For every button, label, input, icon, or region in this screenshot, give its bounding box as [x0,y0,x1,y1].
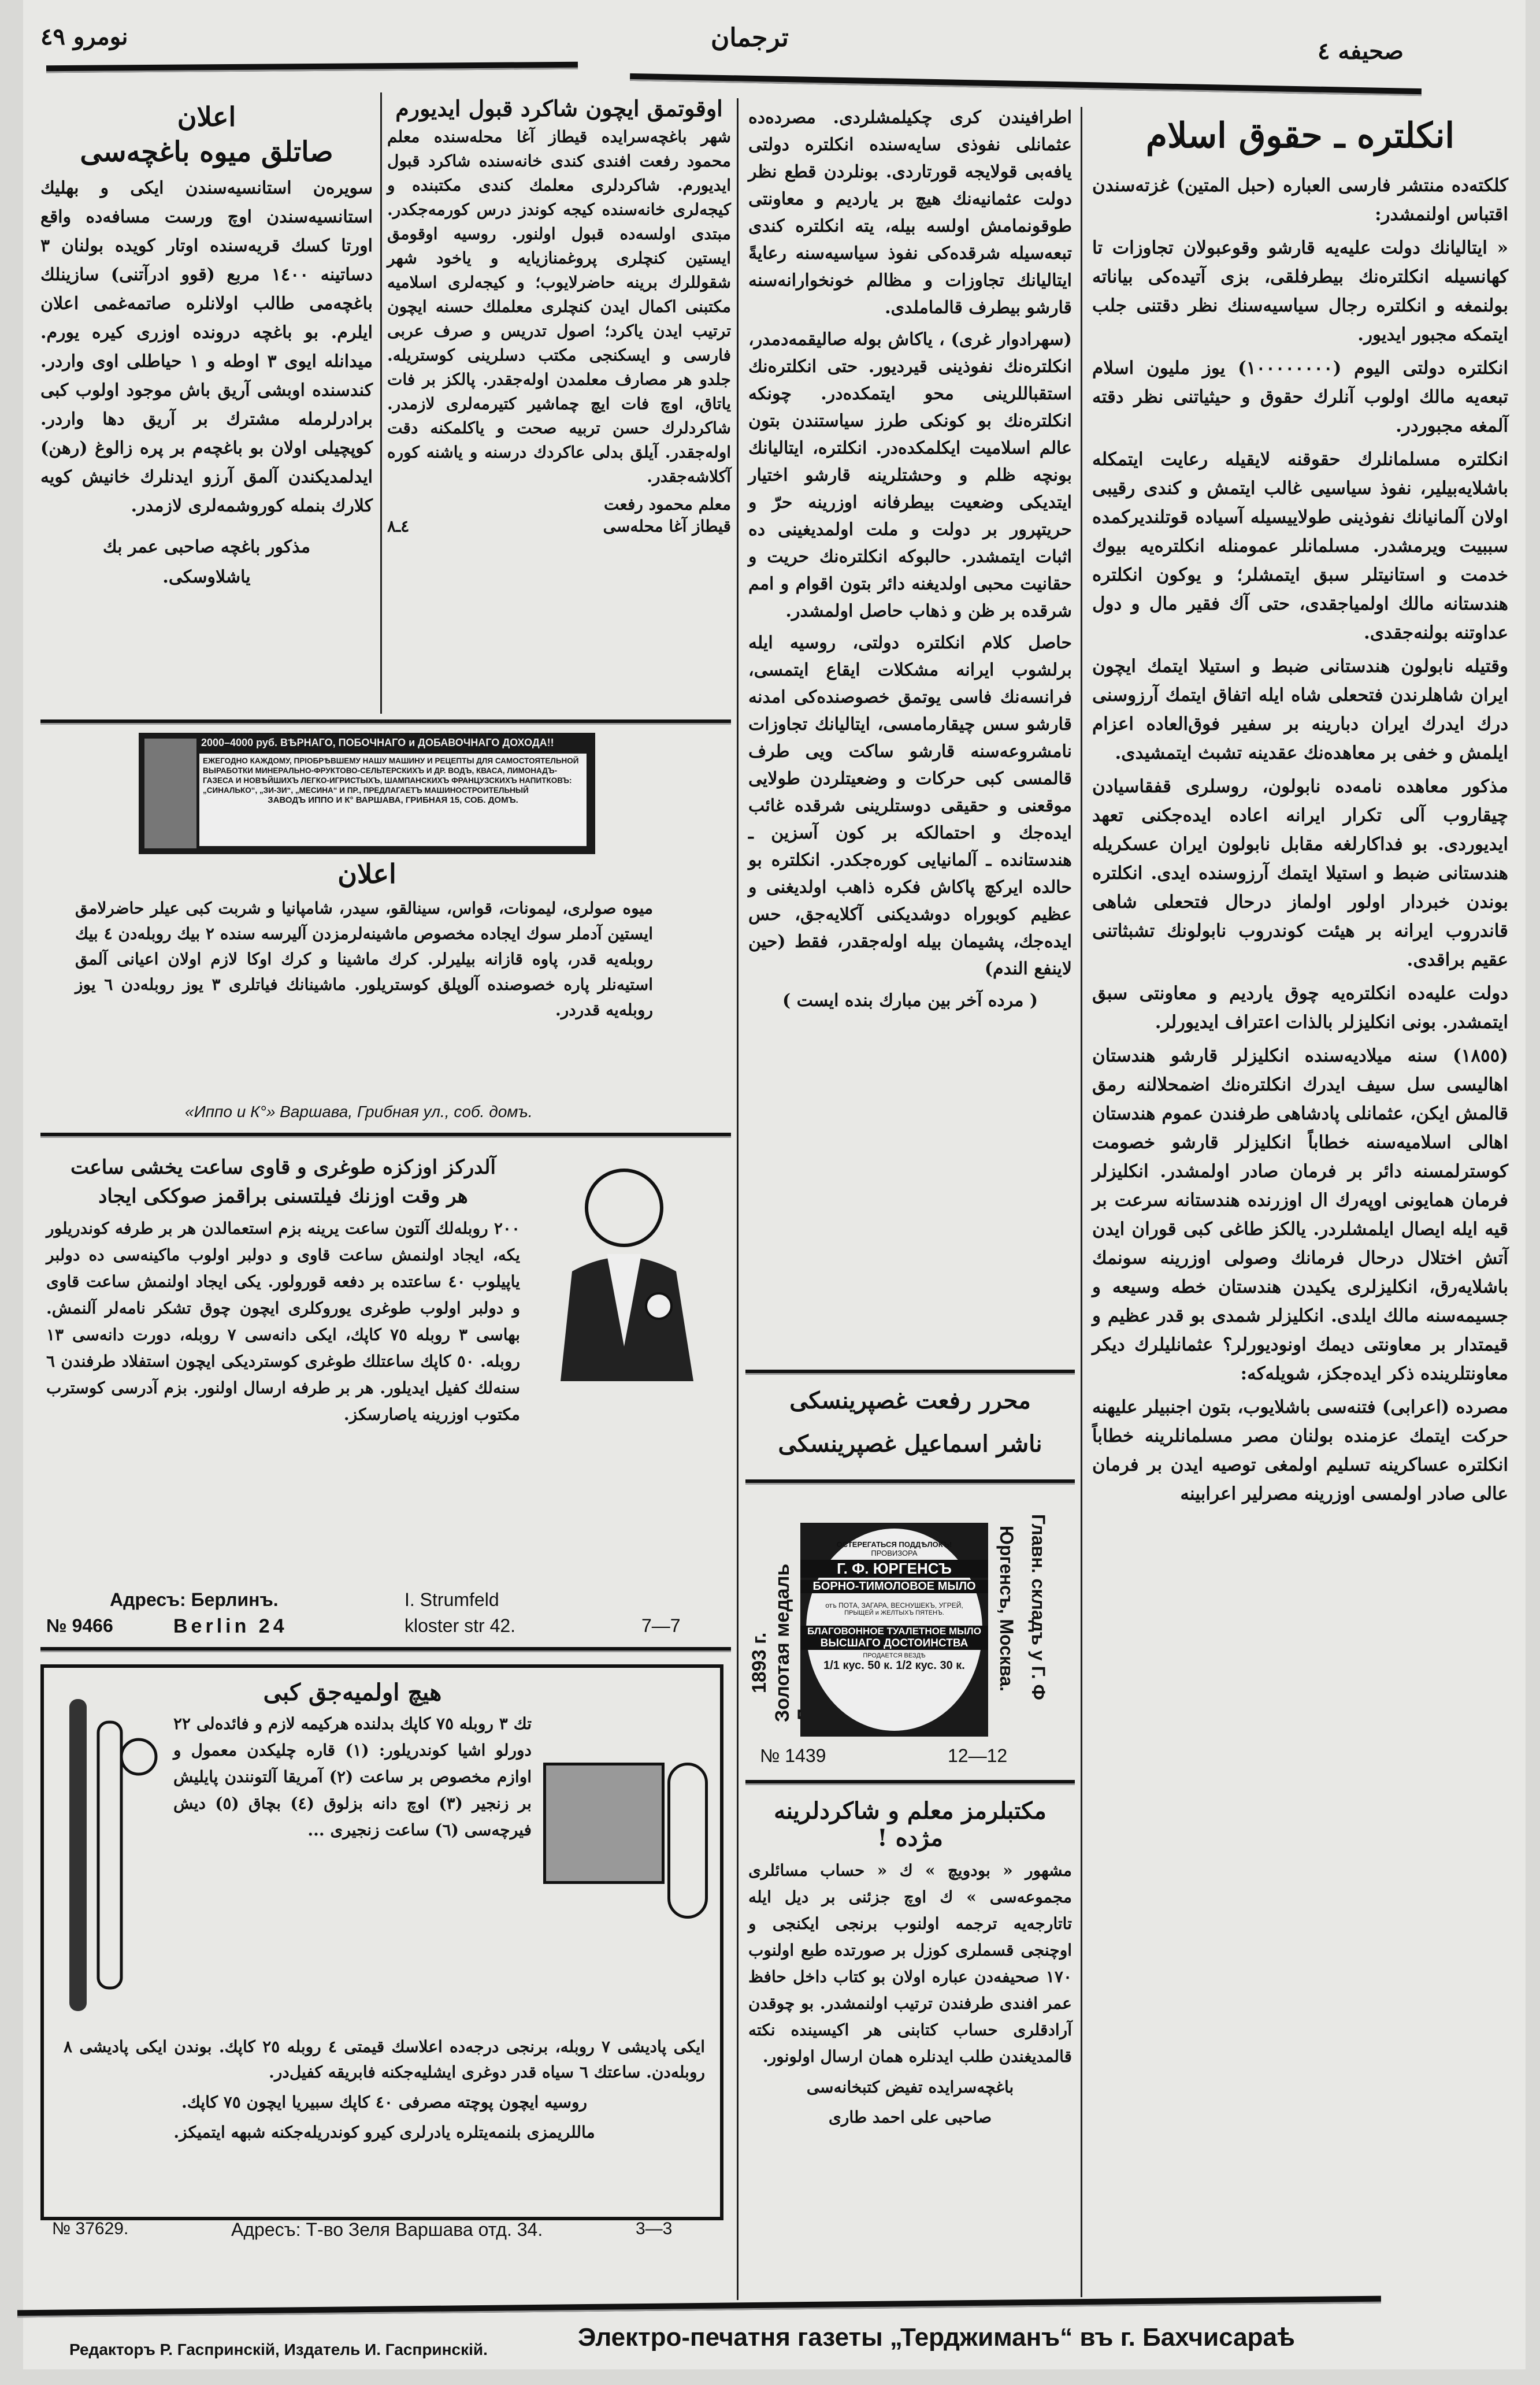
divider [745,1780,1075,1785]
olympic-ad-address: Адресъ: Т-во Зеля Варшава отд. 34. [231,2219,543,2240]
soap-tagline: БЛАГОВОННОЕ ТУАЛЕТНОЕ МЫЛО [800,1626,988,1637]
footer-editor: Редакторъ Р. Гаспринскій, Издатель И. Гаспринскій. [69,2341,488,2358]
watch-seller: I. Strumfeld [405,1589,499,1610]
soap-ad-run: 12—12 [948,1745,1008,1766]
chain-illustration [667,1763,708,1919]
teacher-address: قيطاز آغا محله‌سى [603,517,731,536]
paragraph: مذكور معاهده نامه‌ده نابولون، روسلرى قفقاسيادن چيقاروب آلى تكرار ايرانه اعاده ايده‌جكنى تعهد ايديوردى. بو فداكارلغه مقابل نابولون ايران عسكريله هندستانى ضبط و استيلا ايتمك آرزوسنده ايدى. انكلتره بوندن خبردار اولور اولماز درحال فتحعلى شاهى قاندروب ايرانه بر هيئت كوندروب نابولونك تشبثاتنى عقيم براقدى. [1092,776,1508,970]
gentleman-illustration [526,1156,717,1381]
ippo-title: اعلان [337,858,396,889]
postage-note: روسيه ايچون پوچته مصرفى ٤٠ كاپك سبيريا ايچون ٧٥ كاپك. [181,2093,588,2112]
soap-ad-year: 1893 г. [748,1632,770,1693]
ippo-machine-ad [139,733,595,854]
article-england-islam [1092,116,1508,1513]
watch-city: Berlin 24 [173,1615,288,1637]
ad-subtitle: صاتلق ميوه باغچه‌سى [80,136,333,168]
paragraph: (سهرادوار غرى) ، ياكاش بوله صاليقمه‌دمدر، انكلتره‌نك نفوذينى قيرديور. حتى انكلتره‌نك استقباللرينى محو ايتمكده‌در. چونكه انكلتره‌نك بو كونكى طرز سياستندن بتون عالم اسلاميت ايكلمكده‌در. انكلتره، ايتاليانك بونچه ظلم و وحشتلرينه قارشو اختيار ايتديكى وضعيت بيطرفانه اوزرينه حرّ و حريتپرور بر دولت و ملت اولمدیغینی ده اثبات ايتمشدر. حالبوكه انكلتره‌نك حريت و حقانيت محبى اولديغنه دائر بتون اقوام و امم شرقده بر ظن و ذهاب حاصل اولمشدر. [748,329,1072,621]
ippo-headline: 2000–4000 руб. ВѢРНАГО, ПОБОЧНАГО и ДОБАВОЧНАГО ДОХОДА!! [201,737,554,748]
watch-street: kloster str 42. [405,1615,516,1636]
paragraph: انكلتره مسلمانلرك حقوقنه لايقيله رعايت ايتمكله باشلايه‌بيلير، نفوذ سياسيى غالب ايتمش و كندى رقيبى اولان آلمانيانك نفوذينى طولاييسيله آسياده قوتلنديركمده سببيت ويرمشدر. مسلمانلر عمومنله انكلتره‌يه بيوك خدمت و استانيتلر سبق ايتمشلر؛ و يوكون انكلتره هندستانه مالك اولمياجقدى، حتى آك فقير مال و دول عداوتنه بولنه‌جقدى. [1092,449,1508,643]
paragraph: شهر باغچه‌سرايده قيطاز آغا محله‌سنده معلم محمود رفعت افندى كندى خانه‌سنده شاكرد قبول ايديورم. شاكردلرى معلمك كندى مكتبنده و كيجه‌لرى خانه‌سنده كيجه كوندز درس كورمه‌جكدر. مبتدى اولسه‌ده قبول اولنور. روسيه اوقومق ايستين كنچلرى پروغمنازيايه و ياخود شهر شقوللرك برينه حاضرلايوب؛ و كيجه‌لرى اسلاميه مكتبنى اكمال ايدن كنچلرى معلملك حسنه ايچون ترتيب ايدن ياكرد؛ اصول تدريس و صرف عربى فارسى و ايسكنجى مكتب دسلرينى كوستريله. جلدو هر مصارف معلمدن اوله‌جقدر. پالكز بر فات ياتاق، اوچ فات ايچ چماشير كتيرمه‌لرى لازمدر. شاكردلرك حسن تربيه صحت و ياكلمكنه دقت اوله‌جقدر. آيلق بدلى عاكردك درسنه و ياشنه كوره آكلاشه‌جقدر. [387,127,731,486]
editor-signature: محرر رفعت غصپرینسکی [789,1387,1031,1414]
medal-text: Золотая медаль [771,1563,793,1722]
ad-run: ٤ـ٨ [387,517,410,536]
watch-address-label: Адресъ: Берлинъ. [110,1589,279,1610]
watch-ad [46,1153,520,1433]
masthead-title: ترجمان [711,23,789,53]
paragraph: انكلتره دولتى اليوم (١٠٠٠٠٠٠٠٠) يوز مليون اسلام تبعه‌يه مالك اولوب آنلرك حقوق و حيثياتنى نظر دقته آلمغه مجبوردر. [1092,358,1508,436]
soap-ad-logo [800,1523,988,1737]
watch-headline: آلدركز اوزكزه طوغرى و قاوى ساعت يخشى ساعت [70,1156,496,1179]
soap-ad-medal [771,1514,800,1722]
paragraph: كلكته‌ده منتشر فارسى العباره (حبل المتين) غزته‌سندن اقتباس اولنمشدر: [1092,175,1508,225]
soap-uses: ПРЫЩЕЙ и ЖЕЛТЫХЪ ПЯТЕНЪ. [844,1609,944,1616]
ippo-address-ru: «Иппо и К°» Варшава, Грибная ул., соб. домъ. [185,1103,533,1121]
divider [745,1479,1075,1485]
notice-title: مكتبلرمز معلم و شاكردلرينه مژده ! [774,1797,1047,1852]
pupils-wanted-ad [387,95,731,537]
paragraph: دولت عليه‌ده انكلتره‌يه چوق يارديم و معاونتى سبق ايتمشدر. بونى انكليزلر بالذات اعتراف ايديورلر. [1092,983,1508,1033]
owner-name: مذكور باغچه صاحبى عمر بك [102,537,311,557]
divider [40,1647,731,1652]
paragraph: حاصل كلام انكلتره دولتى، روسيه ايله برلشوب ايرانه مشكلات ايقاع ايتمسى، فرانسه‌نك فاسى يوتمق خصوصنده‌كى امدنه قارشو سس چيقارمامسى، ايتاليانك تجاوزات نامشروعه‌سنه قارشو ساكت ويى طرف قالمسى كبى حركات و وضعيتلردن طولايى موقعنى و حقيقى دوستلرينى شرقده غائب ايده‌جك و احتمالكه بر كون آسزين ـ هندستانده ـ آلمانيايى كوره‌جكدر. انكلتره بو حالده ايركچ پاكاش فكره ذاهب اولديغنى و عظيم كوبوراه دوشديكنى آكلايه‌جق، حس ايده‌جك، پشيمان بيله اوله‌جقدر، فقط (حين لاينفع الندم) [748,633,1072,979]
tools-illustration [58,1687,162,2023]
owner-name: ياشلاوسكى. [162,567,251,587]
paragraph: (١٨٥٥) سنه ميلاديه‌سنده انكليزلر قارشو هندستان اهاليسى سل سيف ايدرك انكلتره‌نك اضمحلالنه رمق قالمش ايكن، عثمانلى پادشاهى طرفندن عموم هندستان اهالى اسلاميه‌سنه خطاباً انكليزلر قارشو خصومت كوسترلمسنه دائر بر فرمان صادر اولمشدر. انكليزلر فرمان همايونى اوپه‌رك ال اوزرنده هندستانه سرعت بر قيه ايله ايصال ايلمشلردر. يالكز طاغى كبى قوران ايدن آتش اختلال درحال فرمانك وصولى اوزرينه سونمك باشلايه‌رق، انكليزلرى يكيدن هندستان خطه وسيعه و جسيمه‌سنه مالك ايلدى. انكليزلر شمدى بو قدر عظيم و قيمتدار بر معاونتى ديمك اونوديورلر؟ عثمانليلرك ديكر معاونتلرينده ذكر ايده‌جكز، شويله‌كه: [1092,1045,1508,1384]
page-number: صحيفه ٤ [1318,38,1404,65]
column-divider [1081,107,1082,2297]
machine-illustration [144,739,196,848]
teacher-name: معلم محمود رفعت [603,495,731,514]
watch-ad-number: № 9466 [46,1615,113,1636]
soap-provisor: ПРОВИЗОРА [871,1549,918,1557]
olympic-ad-number: № 37629. [52,2219,129,2238]
olympic-ad-text [173,1679,532,1848]
olympic-title: هيچ اولميه‌جق كبى [263,1679,442,1706]
orchard-sale-ad [40,101,373,595]
notice-signature: باغچه‌سرايده تفيض كتبخانه‌سى [806,2078,1014,2097]
divider [40,719,731,725]
divider [745,1370,1075,1375]
paragraph: مصرده (اعرابى) فتنه‌سى باشلايوب، بتون اجنبيلر عليهنه حركت ايتمك عزمنده بولنان مصر مسلمانلرينه خطاباً انكلتره عساكرينه تسليم اولمغى توصيه ايدن بر فرمان عالى صادر اولمسى اوزرينه مصرلير اعرابينه [1092,1397,1508,1504]
paragraph: ايكى پاديشى ٧ روبله، برنجى درجه‌ده اعلاسك قيمتى ٤ روبله ٢٥ كاپك. بوندن ايكى پاديشى ٨ روبله‌دن. ساعتك ٦ سياه قدر دوغرى ايشليه‌جكنه فابريقه كفيل‌در. [64,2037,705,2082]
closing-quote: ( مرده آخر بين مبارك بنده ايست ) [782,991,1038,1011]
notice-signature: صاحبى على احمد طارى [828,2108,992,2127]
soap-ad-city: Юргенсъ, Москва. [996,1526,1017,1692]
paragraph: « ايتاليانك دولت عليه‌يه قارشو وقوعبولان تجاوزات تا كهانسيله انكلتره‌نك بيطرفلقى، بزى آتيده‌كى بياناته بولنمغه و انكلتره رجال سياسيه‌سنك نظر دقتنى جلب ايتمكه مجبور ايديور. [1092,238,1508,345]
soap-sold: ПРОДАЕТСЯ ВЕЗДѢ [863,1652,926,1659]
soap-warning: ОСТЕРЕГАТЬСЯ ПОДДѢЛОКЪ! [836,1540,952,1549]
soap-ad-warehouse: Главн. складъ у Г. Ф [1028,1514,1049,1700]
paragraph: تك ٣ روبله ٧٥ كاپك بدلنده هركيمه لازم و فائده‌لى ٢٢ دورلو اشيا كوندريلور: (١) قاره چليكدن معمول و اوازم مخصوص بر ساعت (٢) آمريقا آلتونندن پايليش بر زنجير (٣) اوچ دانه بزلوق (٤) بچاق (٥) ديش فيرچه‌سى (٦) ساعت زنجيرى ... [173,1714,532,1839]
soap-tagline: ВЫСШАГО ДОСТОИНСТВА [800,1637,988,1650]
paragraph: اطرافيندن كرى چكيلمشلردى. مصرده‌ده عثمانلى نفوذى سايه‌سنده انكلتره دولتى يافه‌بى قولايجه قورتاردى. بونلردن قطع نظر دولت عثمانيه‌نك هيچ بر يارديم و معاونتى طوقونمامش اولسه بيله، يته انكلتره كندى تبعه‌سيله شرقده‌كى نفوذ سياسيه‌سنه رعايةً ايتاليانك تجاوزات و مظالم خونخوارانه‌سنه قارشو بيطرف قالماملدى. [748,107,1072,318]
olympic-ad-terms [64,2034,705,2150]
soap-uses: отъ ПОТА, ЗАГАРА, ВЕСНУШЕКЪ, УГРЕЙ, [825,1601,963,1609]
footer-press: Электро-печатня газеты „Терджиманъ“ въ г. Бахчисараѣ [578,2323,1295,2351]
guarantee-note: ماللريمزى بلنمه‌يتلره يادرلرى كيرو كوندريله‌جكنه شبهه ايتميكز. [173,2123,595,2142]
ippo-text [75,896,653,1028]
article-title: انكلتره ـ حقوق اسلام [1145,116,1455,156]
publisher-signature: ناشر اسماعيل غصپرینسکی [778,1430,1042,1457]
soap-product: БОРНО-ТИМОЛОВОЕ МЫЛО [800,1580,988,1593]
watch-headline: هر وقت اوزنك فيلتسنى براقمز صوككى ايجاد [98,1185,468,1208]
olympic-ad-run: 3—3 [636,2219,673,2238]
paragraph: سويره‌ن استانسيه‌سندن ايكى و بهليك استانسيه‌سندن اوچ ورست مسافه‌ده واقع اورتا كسك قريه‌سنده اوتار كويده بولنان ٣ دساتينه ١٤٠٠ مربع (قوو ادرآتنى) سازينلك باغچه‌مى طالب اولانلره صاتمه‌غمى اعلان ايلرم. بو باغچه درونده اوزرى كيره يورم. ميدانله ايوى ٣ اوطه و ١ حياطلى اوى واردر. كندسنده اوبشى آريق باش موجود اولوب كبى برادرلرمله مشترك بر آريق دها واردر. كوپچيلى اولان بو باغچه‌م بر پره زالوغ (رهن) ايدلمديكندن آلمق آرزو ايدنلرك خانيش كويه كلارك بنمله كوروشمه‌لرى لازمدر. [40,178,373,516]
watch-run: 7—7 [641,1615,681,1636]
paragraph: ٢٠٠ روبله‌لك آلتون ساعت يرينه بزم استعمالدن هر بر طرفه كوندريلور يكه، ايجاد اولنمش ساعت قاوى و دولبر اولوب ماكينه‌سى ده دولبر ياپيلوب ٤٠ ساعتده بر دفعه قورولور. يكى ايجاد اولنمش ساعت قاوى و دولبر اولوب طوغرى يوروكلرى ايچون چوق تشكر نامه‌لر آلنمش. بهاسى ٣ روبله ٧٥ كاپك، ايكى دانه‌سى ٧ روبله، دورت دانه‌سى ١٣ روبله. ٥٠ كاپك ساعتلك طوغرى كوسترديكى ايچون استفلاد طرفندن ٦ سنه‌لك كفيل ايديلور. هر بر طرفه ارسال اولنور. بزم آدرسى كوسترب مكتوب اوزرينه ياصارسكز. [46,1219,520,1424]
soap-price: 1/1 кус. 50 к. 1/2 кус. 30 к. [823,1659,965,1672]
soap-ad-number: № 1439 [760,1745,826,1766]
ippo-body: ЕЖЕГОДНО КАЖДОМУ, ПРІОБРѢВШЕМУ НАШУ МАШИНУ И РЕЦЕПТЫ ДЛЯ САМОСТОЯТЕЛЬНОЙ ВЫРАБОТКИ МИНЕРАЛЬНО-ФРУКТОВО-СЕЛЬТЕРСКИХЪ И ДР. ВОДЪ, КВАСА, ЛИМОНАДЪ-ГАЗЕСА И НОВѢЙШИХЪ ЛЕГКО-ИГРИСТЫХЪ, ШАМПАНСКИХЪ ФРАНЦУЗСКИХЪ НАПИТКОВЪ: „СИНАЛЬКО“, „ЗИ-ЗИ“, „МЕСИНА“ И ПР., ПРЕДЛАГАЕТЪ МАШИНОСТРОИТЕЛЬНЫЙ [203,756,579,795]
ad-title: اعلان [177,101,236,132]
paragraph: مشهور « بودويچ » ك « حساب مسائلرى مجموعه‌سى » ك اوچ جزئنى بر ديل ايله تاتارجه‌يه ترجمه اولنوب برنجى ايكنجى و اوچنجى قسملرى كوزل بر صورتده طبع اولنوب ١٧٠ صحيفه‌دن عباره اولان بو كتاب داخل حافظ عمر افندى طرفندن ترتيب اولنمشدر. بو چوقدن آرادقلرى حساب كتابنى هر اكيسينده نكته قالمديغندن طلب ايدنلره همان ارسال اولونور. [748,1861,1072,2066]
paragraph: وقتيله نابولون هندستانى ضبط و استيلا ايتمك ايچون ايران شاهلرندن فتحعلى شاه ايله اتفاق ايتمك آرزوسنى درك ايدرك ايران دبارينه بر سفير فوق‌العاده اعزام ايلمش و خفى بر معاهده‌نك عقدينه تشبث ايتمشيدى. [1092,656,1508,763]
paragraph: ميوه صولرى، ليمونات، قواس، سينالقو، سيدر، شامپانيا و شربت كبى عيلر حاضرلامق ايستين آدملر سوك ايجاده مخصوص ماشينه‌لرمزدن آليرسه سنده ٢ بيك روبله‌دن ٤ بيك روبله‌يه قدر، پاوه قازانه بيليرلر. كرك ماشينا و كرك اوكا لازم اولان اعيانى آلمق استيه‌نلر پاره خصوصنده آلوپلق كوستريلور. ماشينانك فياتلرى ٣ يوز روبله‌دن ٦ يوز روبله‌يه قدردر. [75,899,653,1019]
divider [40,1133,731,1138]
column-divider [737,98,739,2300]
watch-box-illustration [543,1763,665,1884]
column-divider [380,92,382,714]
ippo-address: ЗАВОДЪ ИППО И К° ВАРШАВА, ГРИБНАЯ 15, СОБ. ДОМЪ. [268,795,518,805]
textbook-notice [748,1797,1072,2135]
ad-title: اوقوتمق ايچون شاكرد قبول ايديورم [395,95,723,121]
soap-brand: Г. Ф. ЮРГЕНСЪ [800,1560,988,1578]
article-continuation [748,104,1072,1019]
issue-number: نومرو ٤٩ [40,23,128,50]
